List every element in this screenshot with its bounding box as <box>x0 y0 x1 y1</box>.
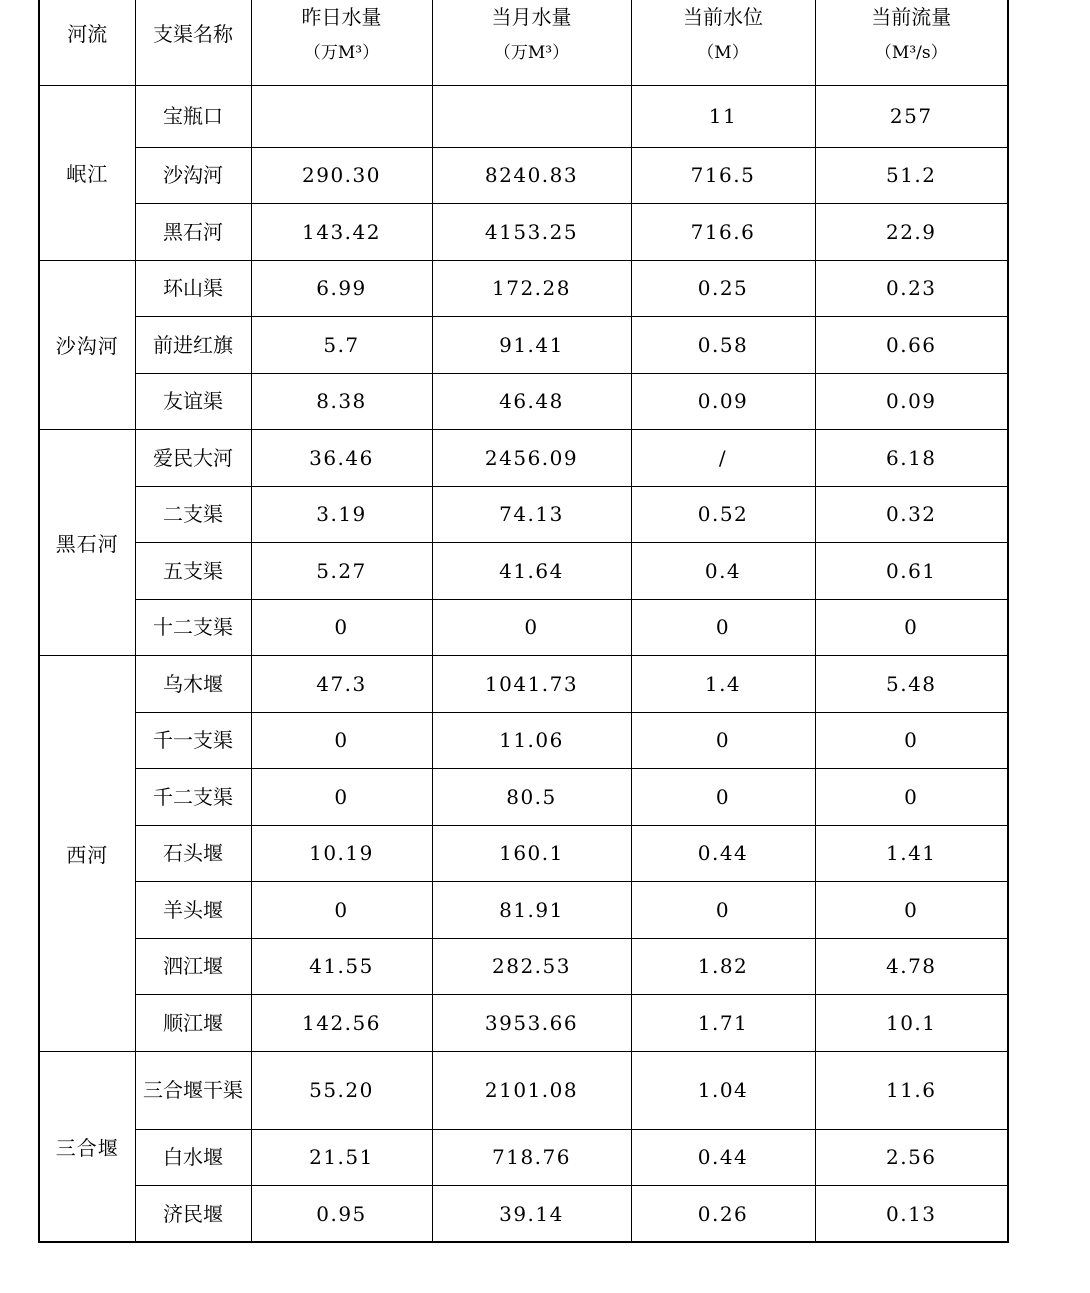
table-row <box>39 825 1008 882</box>
flow-rate-cell: 51.2 <box>815 147 1008 204</box>
flow-rate-cell: 11.6 <box>815 1051 1008 1129</box>
header-water-level <box>631 0 815 85</box>
flow-rate-cell: 0 <box>815 599 1008 656</box>
header-channel-name-title: 支渠名称 <box>153 21 233 46</box>
yesterday-volume-cell: 36.46 <box>251 430 432 487</box>
month-volume-cell: 282.53 <box>432 938 631 995</box>
yesterday-volume-cell: 0 <box>251 882 432 939</box>
yesterday-volume-cell: 55.20 <box>251 1051 432 1129</box>
header-month-volume <box>432 0 631 85</box>
water-level-cell: 0.44 <box>631 825 815 882</box>
yesterday-volume-cell: 290.30 <box>251 147 432 204</box>
header-yesterday-volume-title: 昨日水量 <box>301 4 382 29</box>
flow-rate-cell: 0.66 <box>815 317 1008 374</box>
flow-rate-cell: 6.18 <box>815 430 1008 487</box>
yesterday-volume-cell: 10.19 <box>251 825 432 882</box>
table-body <box>39 85 1008 1242</box>
yesterday-volume-cell: 5.27 <box>251 543 432 600</box>
flow-rate-cell: 0 <box>815 769 1008 826</box>
table-row <box>39 1051 1008 1129</box>
table-row <box>39 995 1008 1052</box>
water-level-cell: 0 <box>631 882 815 939</box>
table-row <box>39 599 1008 656</box>
header-yesterday-volume-unit: （万M³） <box>303 42 380 63</box>
month-volume-cell: 3953.66 <box>432 995 631 1052</box>
month-volume-cell: 41.64 <box>432 543 631 600</box>
channel-name-cell: 千一支渠 <box>135 712 251 769</box>
table-row <box>39 260 1008 317</box>
header-month-volume-unit: （万M³） <box>493 42 570 63</box>
river-group-cell: 岷江 <box>39 85 135 260</box>
table-row <box>39 317 1008 374</box>
channel-name-cell: 五支渠 <box>135 543 251 600</box>
table-row <box>39 147 1008 204</box>
yesterday-volume-cell: 6.99 <box>251 260 432 317</box>
month-volume-cell: 0 <box>432 599 631 656</box>
channel-name-cell: 顺江堰 <box>135 995 251 1052</box>
channel-name-cell: 十二支渠 <box>135 599 251 656</box>
header-month-volume-title: 当月水量 <box>491 4 572 29</box>
month-volume-cell: 81.91 <box>432 882 631 939</box>
table-row <box>39 1129 1008 1186</box>
header-flow-rate-title: 当前流量 <box>871 4 952 29</box>
yesterday-volume-cell: 5.7 <box>251 317 432 374</box>
flow-rate-cell: 2.56 <box>815 1129 1008 1186</box>
yesterday-volume-cell: 3.19 <box>251 486 432 543</box>
table-header <box>39 0 1008 85</box>
water-level-cell: 0.25 <box>631 260 815 317</box>
water-level-cell: 0 <box>631 599 815 656</box>
channel-name-cell: 沙沟河 <box>135 147 251 204</box>
header-flow-rate <box>815 0 1008 85</box>
water-level-cell: 0 <box>631 712 815 769</box>
channel-name-cell: 二支渠 <box>135 486 251 543</box>
channel-name-cell: 黑石河 <box>135 204 251 261</box>
flow-rate-cell: 0.32 <box>815 486 1008 543</box>
water-level-cell: 0.09 <box>631 373 815 430</box>
header-river-title: 河流 <box>67 21 108 46</box>
table-row <box>39 938 1008 995</box>
channel-name-cell: 友谊渠 <box>135 373 251 430</box>
water-level-cell: 0 <box>631 769 815 826</box>
table-row <box>39 430 1008 487</box>
channel-name-cell: 羊头堰 <box>135 882 251 939</box>
yesterday-volume-cell <box>251 85 432 147</box>
flow-rate-cell: 1.41 <box>815 825 1008 882</box>
river-group-cell: 西河 <box>39 656 135 1052</box>
month-volume-cell: 74.13 <box>432 486 631 543</box>
month-volume-cell: 160.1 <box>432 825 631 882</box>
channel-name-cell: 环山渠 <box>135 260 251 317</box>
water-level-cell: 0.4 <box>631 543 815 600</box>
channel-name-cell: 泗江堰 <box>135 938 251 995</box>
month-volume-cell: 8240.83 <box>432 147 631 204</box>
channel-name-cell: 三合堰干渠 <box>135 1051 251 1129</box>
yesterday-volume-cell: 143.42 <box>251 204 432 261</box>
channel-name-cell: 济民堰 <box>135 1186 251 1243</box>
month-volume-cell: 2456.09 <box>432 430 631 487</box>
water-level-cell: 716.5 <box>631 147 815 204</box>
river-group-cell: 三合堰 <box>39 1051 135 1242</box>
table-row <box>39 656 1008 713</box>
header-river <box>39 0 135 85</box>
yesterday-volume-cell: 0 <box>251 712 432 769</box>
river-group-cell: 黑石河 <box>39 430 135 656</box>
table-row <box>39 1186 1008 1243</box>
channel-name-cell: 爱民大河 <box>135 430 251 487</box>
yesterday-volume-cell: 47.3 <box>251 656 432 713</box>
table-row <box>39 486 1008 543</box>
water-level-cell: 0.26 <box>631 1186 815 1243</box>
month-volume-cell: 2101.08 <box>432 1051 631 1129</box>
table-row <box>39 85 1008 147</box>
month-volume-cell: 1041.73 <box>432 656 631 713</box>
month-volume-cell: 80.5 <box>432 769 631 826</box>
month-volume-cell: 4153.25 <box>432 204 631 261</box>
flow-rate-cell: 5.48 <box>815 656 1008 713</box>
flow-rate-cell: 0 <box>815 712 1008 769</box>
header-water-level-title: 当前水位 <box>683 4 763 29</box>
flow-rate-cell: 0.61 <box>815 543 1008 600</box>
table-row <box>39 204 1008 261</box>
header-yesterday-volume <box>251 0 432 85</box>
channel-name-cell: 宝瓶口 <box>135 85 251 147</box>
water-level-cell: 716.6 <box>631 204 815 261</box>
month-volume-cell: 39.14 <box>432 1186 631 1243</box>
yesterday-volume-cell: 8.38 <box>251 373 432 430</box>
month-volume-cell: 46.48 <box>432 373 631 430</box>
channel-name-cell: 前进红旗 <box>135 317 251 374</box>
month-volume-cell: 718.76 <box>432 1129 631 1186</box>
water-level-cell: 1.04 <box>631 1051 815 1129</box>
channel-name-cell: 石头堰 <box>135 825 251 882</box>
flow-rate-cell: 0.09 <box>815 373 1008 430</box>
flow-rate-cell: 257 <box>815 85 1008 147</box>
header-water-level-unit: （M） <box>697 42 749 63</box>
yesterday-volume-cell: 41.55 <box>251 938 432 995</box>
water-level-cell: 0.52 <box>631 486 815 543</box>
flow-rate-cell: 0.23 <box>815 260 1008 317</box>
month-volume-cell: 172.28 <box>432 260 631 317</box>
table-row <box>39 769 1008 826</box>
yesterday-volume-cell: 21.51 <box>251 1129 432 1186</box>
water-level-cell: / <box>631 430 815 487</box>
river-group-cell: 沙沟河 <box>39 260 135 430</box>
header-flow-rate-unit: （M³/s） <box>874 42 948 63</box>
month-volume-cell <box>432 85 631 147</box>
flow-rate-cell: 22.9 <box>815 204 1008 261</box>
yesterday-volume-cell: 142.56 <box>251 995 432 1052</box>
month-volume-cell: 11.06 <box>432 712 631 769</box>
water-level-cell: 0.44 <box>631 1129 815 1186</box>
yesterday-volume-cell: 0 <box>251 769 432 826</box>
flow-rate-cell: 0.13 <box>815 1186 1008 1243</box>
water-level-cell: 0.58 <box>631 317 815 374</box>
table-row <box>39 543 1008 600</box>
table-row <box>39 882 1008 939</box>
flow-rate-cell: 4.78 <box>815 938 1008 995</box>
water-level-cell: 1.82 <box>631 938 815 995</box>
channel-name-cell: 千二支渠 <box>135 769 251 826</box>
channel-name-cell: 乌木堰 <box>135 656 251 713</box>
table-row <box>39 373 1008 430</box>
table-row <box>39 712 1008 769</box>
header-channel-name <box>135 0 251 85</box>
channel-name-cell: 白水堰 <box>135 1129 251 1186</box>
water-data-table <box>38 0 1009 1243</box>
water-level-cell: 1.71 <box>631 995 815 1052</box>
water-report-document <box>38 0 1007 1243</box>
water-level-cell: 11 <box>631 85 815 147</box>
header-row <box>39 0 1008 85</box>
yesterday-volume-cell: 0 <box>251 599 432 656</box>
flow-rate-cell: 10.1 <box>815 995 1008 1052</box>
yesterday-volume-cell: 0.95 <box>251 1186 432 1243</box>
month-volume-cell: 91.41 <box>432 317 631 374</box>
water-level-cell: 1.4 <box>631 656 815 713</box>
flow-rate-cell: 0 <box>815 882 1008 939</box>
